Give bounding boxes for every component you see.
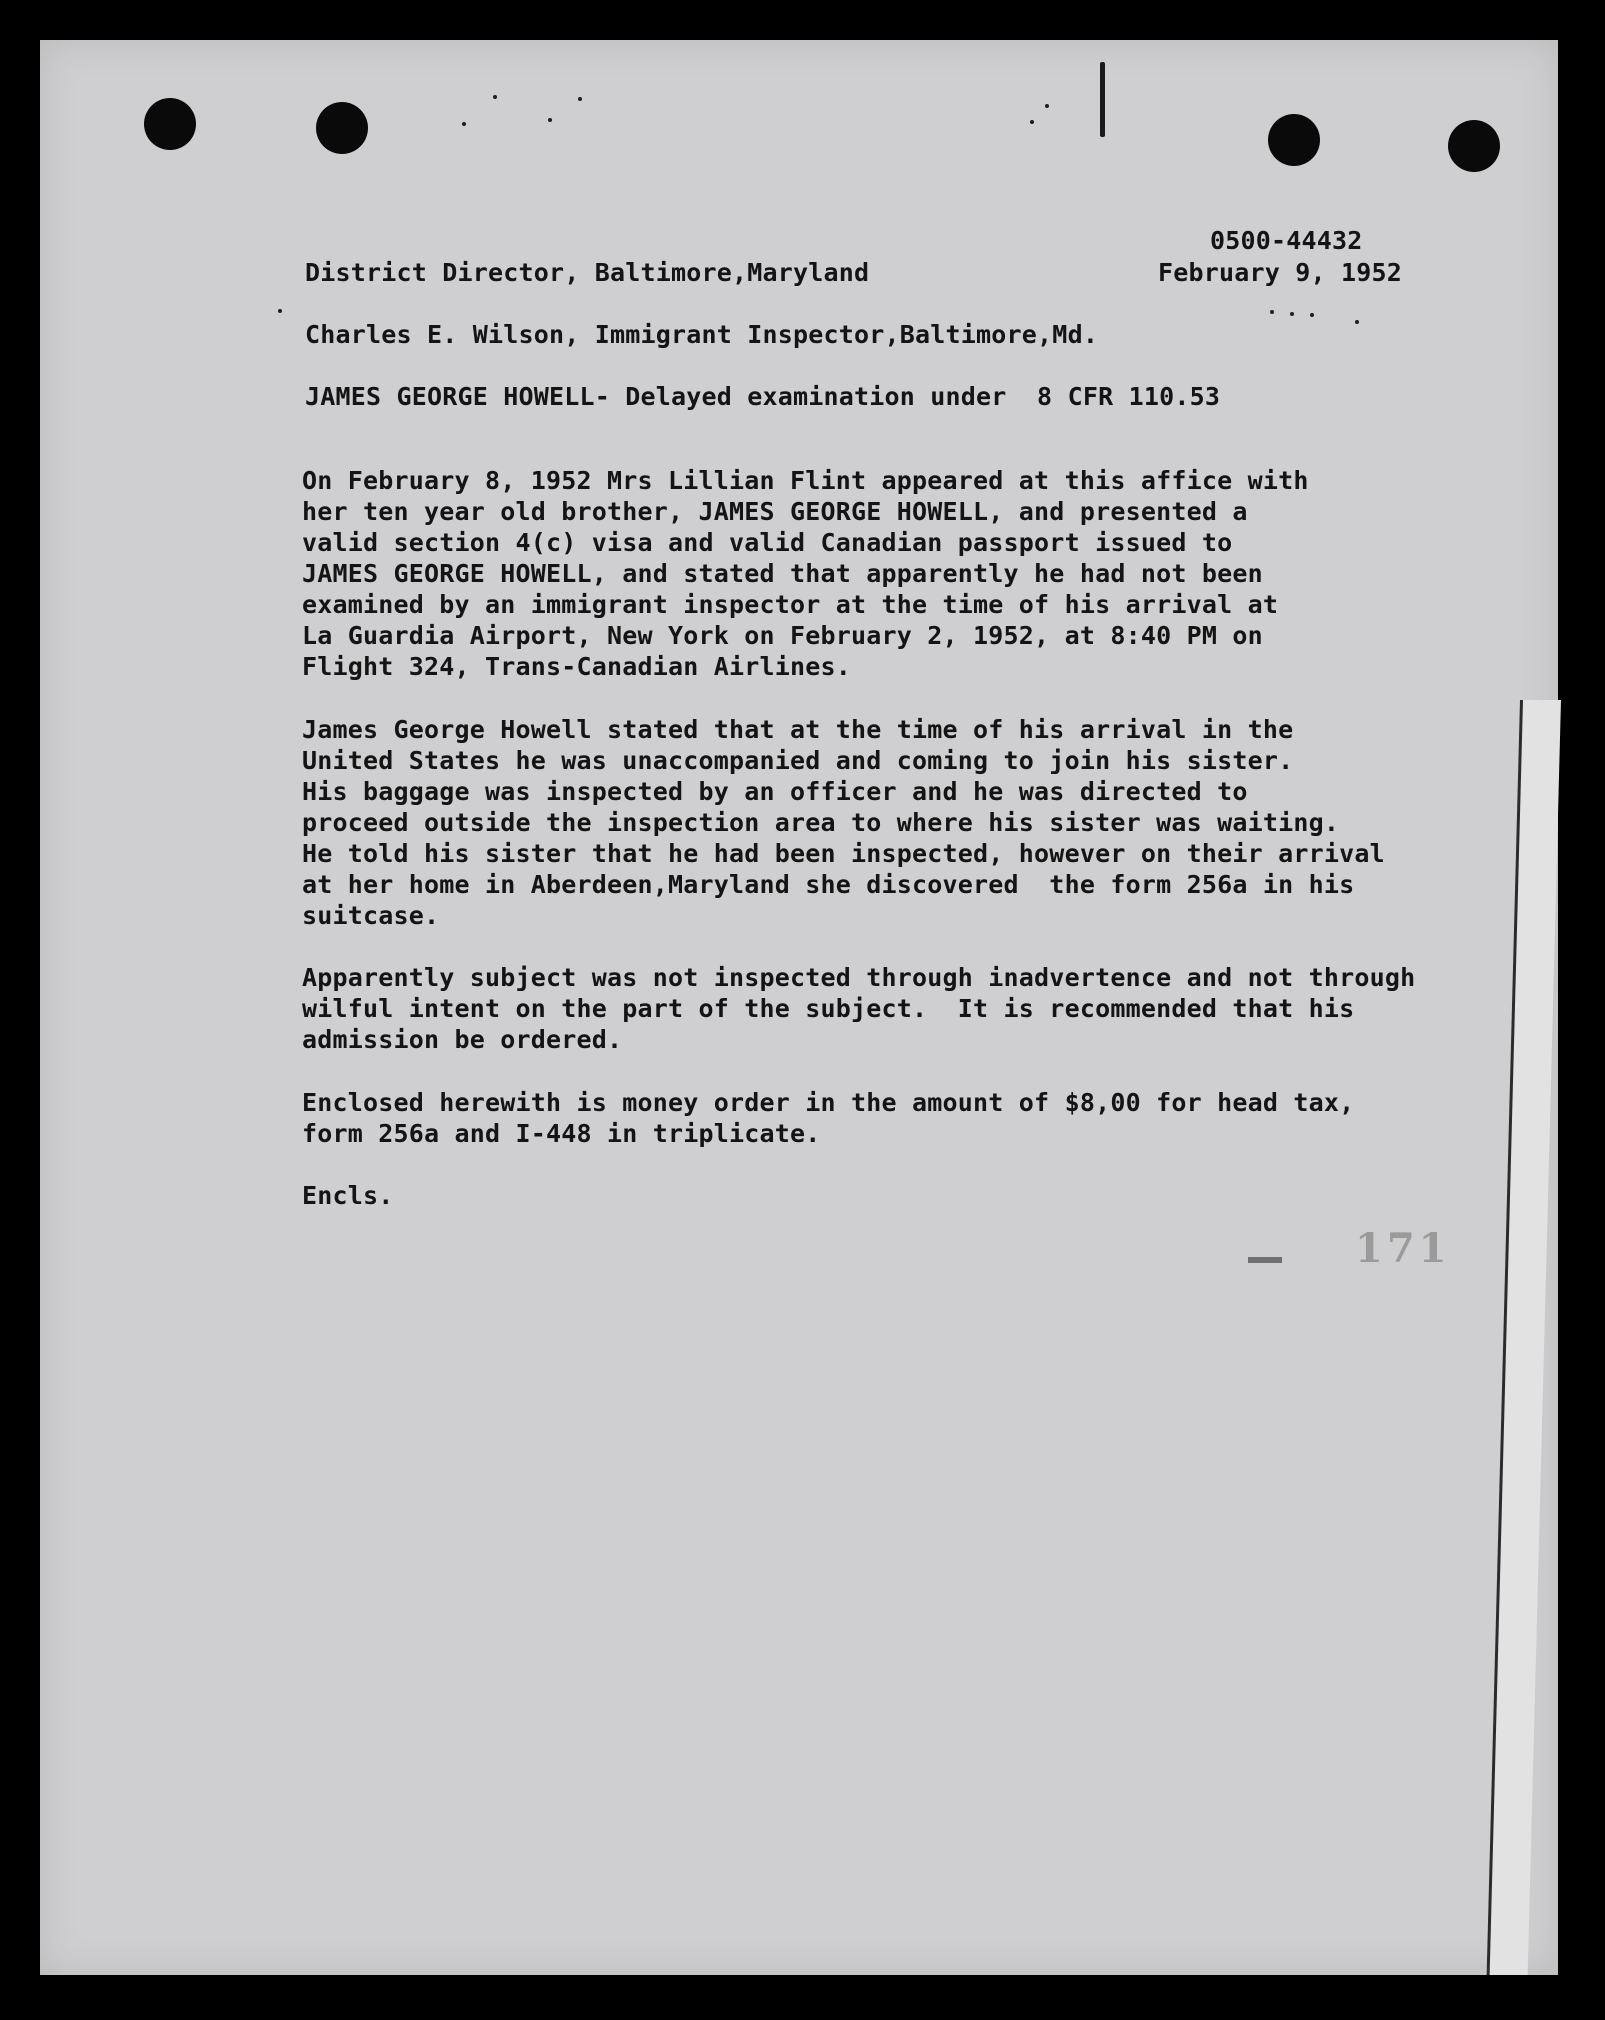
speck xyxy=(1045,104,1049,108)
letter-date: February 9, 1952 xyxy=(1158,258,1403,287)
subject-line: JAMES GEORGE HOWELL- Delayed examination under 8 CFR 110.53 xyxy=(305,382,1221,411)
paragraph-1-line: examined by an immigrant inspector at the time of his arrival at xyxy=(302,590,1279,619)
paragraph-2-line: James George Howell stated that at the time of his arrival in the xyxy=(302,715,1294,744)
speck xyxy=(1290,312,1294,316)
speck xyxy=(1355,320,1359,324)
file-number: 0500-44432 xyxy=(1210,226,1363,255)
punch-hole-3 xyxy=(1268,114,1320,166)
paragraph-3-line: wilful intent on the part of the subject. It is recommended that his xyxy=(302,994,1355,1023)
paragraph-1-line: Flight 324, Trans-Canadian Airlines. xyxy=(302,652,852,681)
page-number-stamp: 171 xyxy=(1355,1225,1451,1272)
speck xyxy=(578,97,582,101)
paragraph-2-line: proceed outside the inspection area to where his sister was waiting. xyxy=(302,808,1340,837)
punch-hole-4 xyxy=(1448,120,1500,172)
paragraph-4-line: Enclosed herewith is money order in the amount of $8,00 for head tax, xyxy=(302,1088,1355,1117)
paragraph-2-line: United States he was unaccompanied and coming to join his sister. xyxy=(302,746,1294,775)
sender-line: Charles E. Wilson, Immigrant Inspector,Baltimore,Md. xyxy=(305,320,1099,349)
enclosures-label: Encls. xyxy=(302,1181,394,1210)
paragraph-1-line: her ten year old brother, JAMES GEORGE HOWELL, and presented a xyxy=(302,497,1248,526)
speck xyxy=(1030,120,1034,124)
speck xyxy=(278,309,282,313)
speck xyxy=(1270,310,1274,314)
paragraph-1-line: On February 8, 1952 Mrs Lillian Flint appeared at this affice with xyxy=(302,466,1309,495)
paragraph-2-line: at her home in Aberdeen,Maryland she discovered the form 256a in his xyxy=(302,870,1355,899)
paragraph-2-line: His baggage was inspected by an officer and he was directed to xyxy=(302,777,1248,806)
paragraph-1-line: La Guardia Airport, New York on February 2, 1952, at 8:40 PM on xyxy=(302,621,1263,650)
punch-hole-1 xyxy=(144,98,196,150)
speck xyxy=(493,95,497,99)
recipient-line: District Director, Baltimore,Maryland xyxy=(305,258,870,287)
paragraph-1-line: valid section 4(c) visa and valid Canadian passport issued to xyxy=(302,528,1233,557)
punch-hole-2 xyxy=(316,102,368,154)
speck xyxy=(1310,313,1314,317)
stamp-mark xyxy=(1248,1257,1282,1263)
speck xyxy=(548,118,552,122)
paragraph-2-line: He told his sister that he had been inspected, however on their arrival xyxy=(302,839,1385,868)
paragraph-3-line: admission be ordered. xyxy=(302,1025,623,1054)
paragraph-3-line: Apparently subject was not inspected through inadvertence and not through xyxy=(302,963,1416,992)
speck xyxy=(462,122,466,126)
ink-mark xyxy=(1100,62,1105,137)
paragraph-1-line: JAMES GEORGE HOWELL, and stated that apparently he had not been xyxy=(302,559,1263,588)
paragraph-4-line: form 256a and I-448 in triplicate. xyxy=(302,1119,821,1148)
paragraph-2-line: suitcase. xyxy=(302,901,440,930)
